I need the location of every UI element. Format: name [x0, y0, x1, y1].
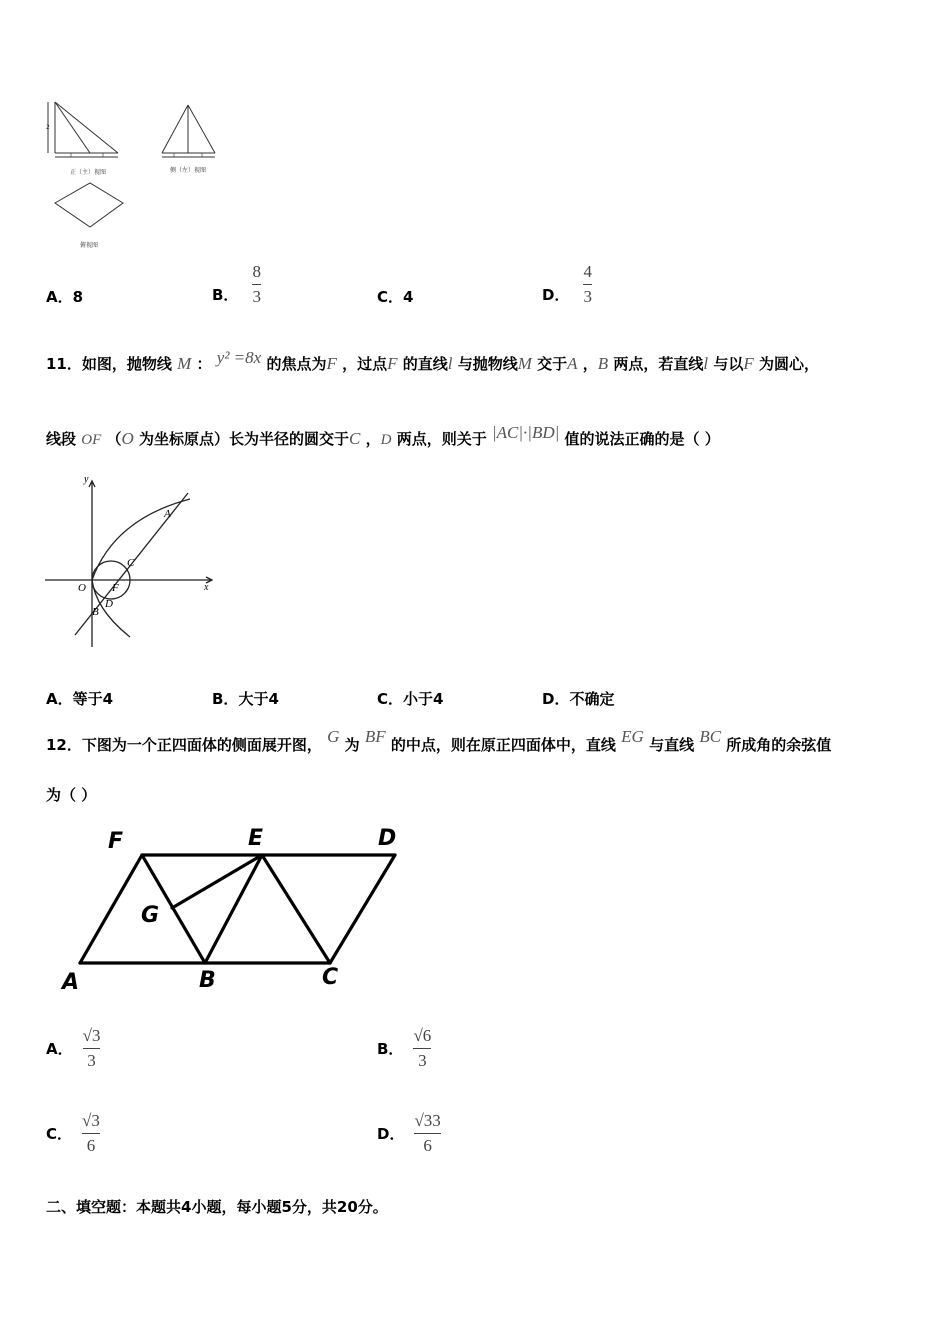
side-dim-1: 1	[172, 152, 176, 159]
graph-label-f: F	[112, 582, 119, 594]
q10-option-d[interactable]: D． $\frac{4}{3}$	[542, 262, 592, 306]
fraction: $\frac{√3}{6}$	[82, 1111, 100, 1155]
net-label-c: C	[322, 965, 339, 990]
side-dim-2: 1	[200, 152, 204, 159]
graph-label-c: C	[127, 557, 135, 569]
q12-option-c[interactable]: C． $\frac{√3}{6}$	[46, 1111, 100, 1155]
net-label-a: A	[62, 970, 80, 995]
q11-option-d[interactable]: D．不确定	[542, 690, 615, 708]
q12-option-b[interactable]: B． $\frac{√6}{3}$	[377, 1026, 432, 1070]
height-label: 2	[46, 124, 50, 131]
fraction: $\frac{√33}{6}$	[414, 1111, 441, 1155]
q11-line-2: 线段 OF （O 为坐标原点）长为半径的圆交于C ，D 两点，则关于 |AC|·|BD| 值的说法正确的是（ ）	[46, 423, 720, 448]
top-view-label: 俯视图	[80, 242, 99, 249]
q12-option-d[interactable]: D． $\frac{√33}{6}$	[377, 1111, 441, 1155]
front-view-label: 正（主）视图	[70, 169, 107, 176]
graph-label-b: B	[92, 606, 99, 618]
q11-option-c[interactable]: C．小于4	[377, 690, 444, 708]
net-label-b: B	[199, 968, 216, 993]
fraction: $\frac{4}{3}$	[583, 262, 592, 306]
net-label-g: G	[141, 903, 160, 928]
graph-label-x: x	[204, 582, 209, 593]
edge-dc	[330, 855, 395, 963]
q12-line-2: 为（ ）	[46, 786, 97, 804]
net-label-e: E	[248, 826, 264, 851]
q12-line-1: 12．下图为一个正四面体的侧面展开图， G 为 BF 的中点，则在原正四面体中，直线 EG 与直线 BC 所成角的余弦值	[46, 727, 832, 754]
front-view	[48, 102, 118, 157]
side-view	[162, 105, 215, 157]
graph-label-d: D	[105, 598, 113, 610]
front-dim-2: 1	[101, 152, 105, 159]
q11-option-a[interactable]: A．等于4	[46, 690, 114, 708]
abs-expression: |AC|·|BD|	[491, 423, 560, 442]
q10-option-a[interactable]: A．8	[46, 288, 84, 306]
fraction: $\frac{8}{3}$	[252, 262, 261, 306]
parabola-curve	[92, 499, 190, 637]
fraction: $\frac{√6}{3}$	[413, 1026, 432, 1070]
edge-fa	[80, 855, 142, 963]
q10-option-c[interactable]: C．4	[377, 288, 414, 306]
graph-label-y: y	[84, 474, 89, 485]
parabola-equation: y² =8x	[216, 348, 262, 367]
top-view	[55, 183, 123, 227]
front-dim-1: 1	[69, 152, 73, 159]
q12-option-a[interactable]: A． $\frac{√3}{3}$	[46, 1026, 101, 1070]
edge-ec	[262, 855, 330, 963]
q11-line-1: 11．如图，抛物线 M ： y² =8x 的焦点为F ，过点F 的直线l 与抛物线M 交于A ，B 两点，若直线l 与以F 为圆心，	[46, 348, 820, 373]
tetrahedron-net-figure	[50, 825, 420, 1005]
section-2-heading: 二、填空题：本题共4小题，每小题5分，共20分。	[46, 1198, 388, 1216]
fraction: $\frac{√3}{3}$	[82, 1026, 101, 1070]
q10-option-b[interactable]: B． $\frac{8}{3}$	[212, 262, 261, 306]
side-view-label: 侧（左）视图	[170, 167, 207, 174]
net-label-d: D	[378, 826, 397, 851]
q11-option-b[interactable]: B．大于4	[212, 690, 279, 708]
graph-label-o: O	[78, 582, 86, 594]
graph-label-a: A	[164, 508, 171, 520]
net-label-f: F	[108, 829, 124, 854]
